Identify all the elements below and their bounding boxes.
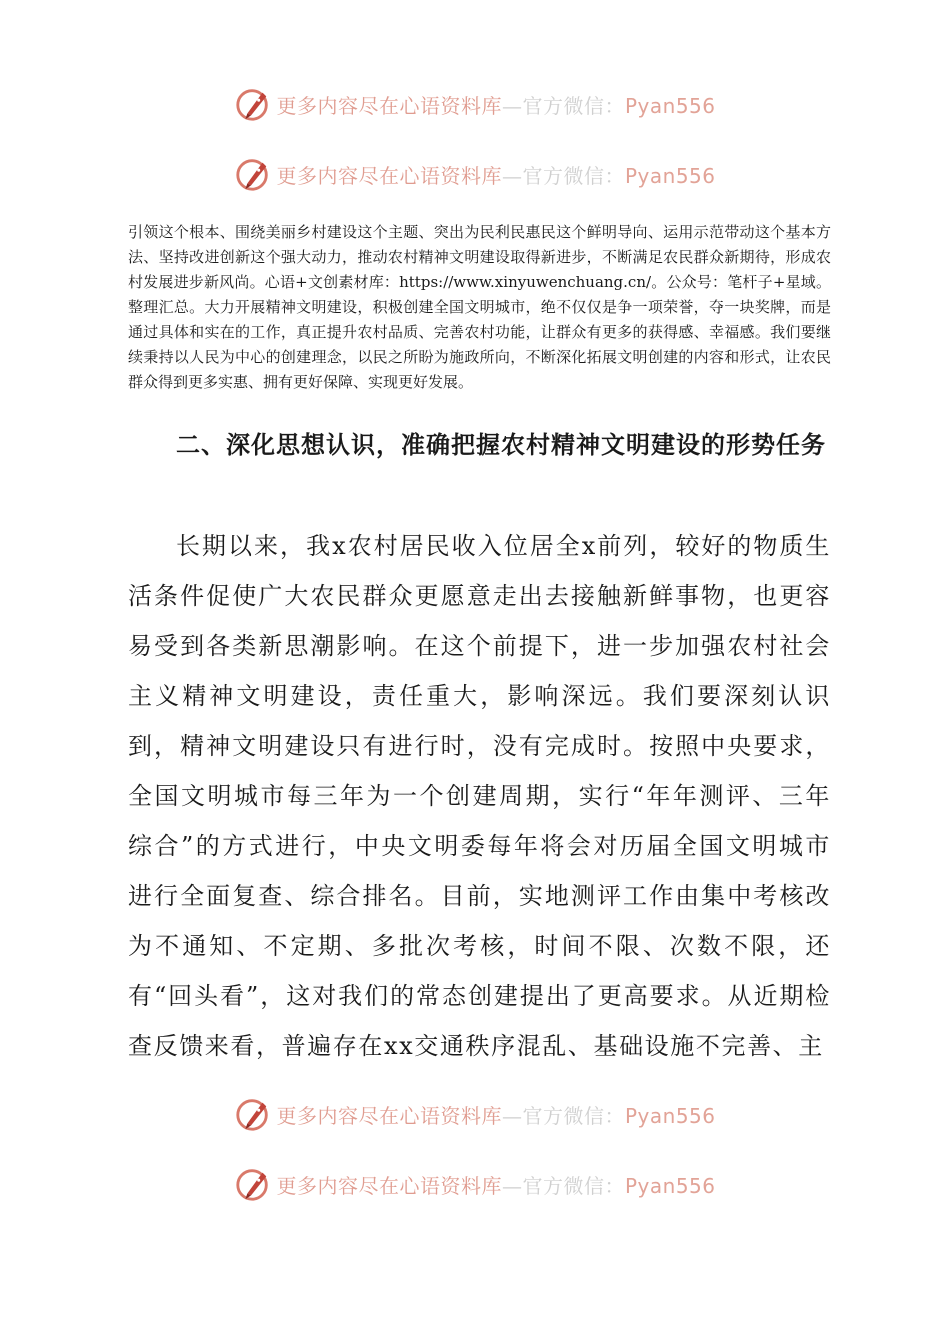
watermark-banner-bottom-2 xyxy=(0,1162,950,1206)
watermark-banner-bottom-1 xyxy=(0,1092,950,1136)
pen-nib-logo-icon xyxy=(234,1095,272,1133)
body-paragraph: 长期以来，我x农村居民收入位居全x前列，较好的物质生活条件促使广大农民群众更愿意走出去接触新鲜事物，也更容易受到各类新思潮影响。在这个前提下，进一步加强农村社会主义精神文明建设，责任重大，影响深远。我们要深刻认识到，精神文明建设只有进行时，没有完成时。按照中央要求，全国文明城市每三年为一个创建周期，实行“年年测评、三年综合”的方式进行，中央文明委每年将会对历届全国文明城市进行全面复查、综合排名。目前，实地测评工作由集中考核改为不通知、不定期、多批次考核，时间不限、次数不限，还有“回头看”，这对我们的常态创建提出了更高要求。从近期检查反馈来看，普遍存在xx交通秩序混乱、基础设施不完善、主 xyxy=(128,532,831,1060)
pen-nib-logo-icon xyxy=(234,85,272,123)
pen-nib-logo-icon xyxy=(234,155,272,193)
watermark-text: 更多内容尽在心语资料库—官方微信：Pyan556 xyxy=(276,1103,716,1128)
watermark-text: 更多内容尽在心语资料库—官方微信：Pyan556 xyxy=(276,93,716,118)
intro-paragraph: 引领这个根本、围绕美丽乡村建设这个主题、突出为民利民惠民这个鲜明导向、运用示范带动这个基本方法、坚持改进创新这个强大动力，推动农村精神文明建设取得新进步，不断满足农民群众新期待，形成农村发展进步新风尚。心语+文创素材库：https://www.xinyuwenchuang.cn/。公众号：笔杆子+星域。整理汇总。大力开展精神文明建设，积极创建全国文明城市，绝不仅仅是争一项荣誉，夺一块奖牌，而是通过具体和实在的工作，真正提升农村品质、完善农村功能，让群众有更多的获得感、幸福感。我们要继续秉持以人民为中心的创建理念，以民之所盼为施政所向，不断深化拓展文明创建的内容和形式，让农民群众得到更多实惠、拥有更好保障、实现更好发展。 xyxy=(128,223,831,391)
watermark-banner-top-2 xyxy=(0,152,950,196)
watermark-text: 更多内容尽在心语资料库—官方微信：Pyan556 xyxy=(276,1173,716,1198)
section-heading: 二、深化思想认识，准确把握农村精神文明建设的形势任务 xyxy=(176,431,826,459)
watermark-banner-top-1 xyxy=(0,82,950,126)
pen-nib-logo-icon xyxy=(234,1165,272,1203)
watermark-text: 更多内容尽在心语资料库—官方微信：Pyan556 xyxy=(276,163,716,188)
